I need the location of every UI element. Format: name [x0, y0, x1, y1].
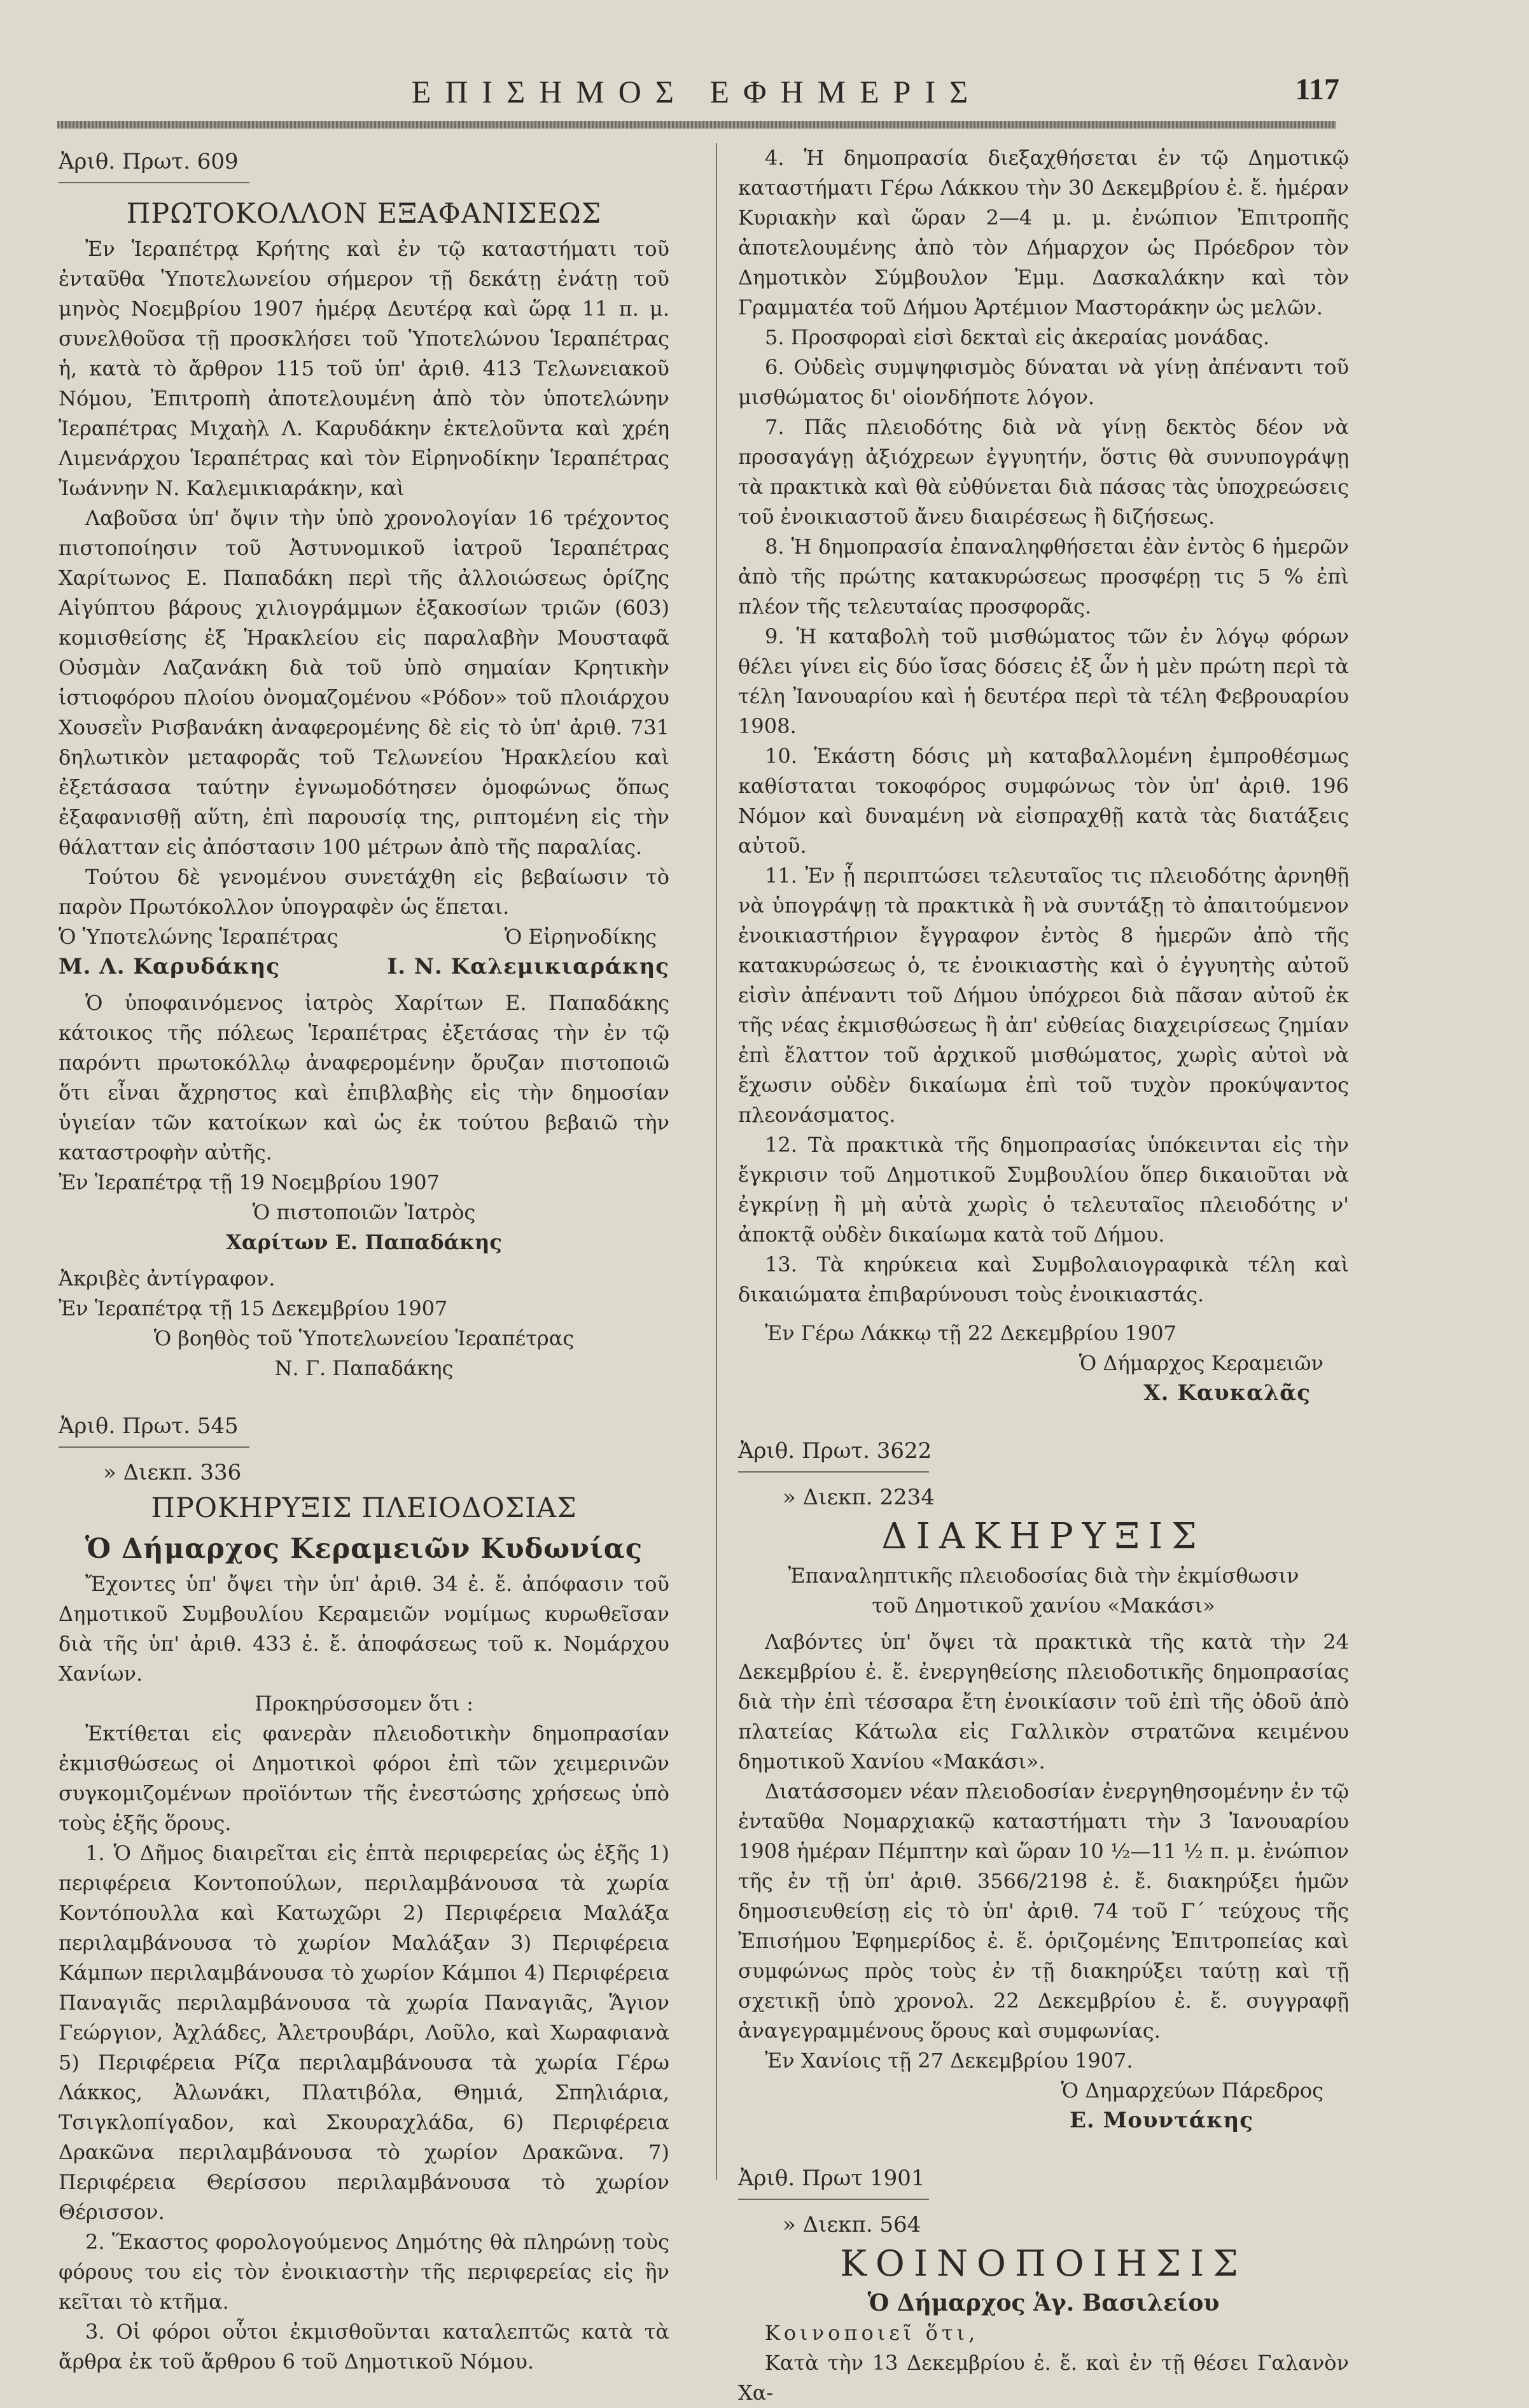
paragraph: Ὁ ὑποφαινόμενος ἰατρὸς Χαρίτων Ε. Παπαδάκης κάτοικος τῆς πόλεως Ἱεραπέτρας ἐξετάσας τὴν ἐν τῷ παρόντι πρωτοκόλλῳ ἀναφερομένην ὄρυζαν πιστοποιῶ ὅτι εἶναι ἄχρηστος καὶ ἐπιβλαβὴς εἰς τὴν δημοσίαν ὑγιείαν τῶν κατοίκων καὶ ὡς ἐκ τούτου βεβαιῶ τὴν καταστροφὴν αὐτῆς. — [59, 991, 669, 1165]
paragraph: 12. Τὰ πρακτικὰ τῆς δημοπρασίας ὑπόκεινται εἰς τὴν ἔγκρισιν τοῦ Δημοτικοῦ Συμβουλίου ὅπερ δικαιοῦται νὰ ἐγκρίνῃ ἢ μὴ αὐτὰ χωρὶς ὁ τελευταῖος πλειοδότης ν' ἀποκτᾷ οὐδὲν δικαίωμα κατὰ τοῦ Δήμου. — [738, 1133, 1349, 1247]
dispatch-number: » Διεκπ. 564 — [783, 2212, 921, 2237]
paragraph: 9. Ἡ καταβολὴ τοῦ μισθώματος τῶν ἐν λόγῳ φόρων θέλει γίνει εἰς δύο ἴσας δόσεις ἐξ ὧν ἡ μὲν πρώτη περὶ τὰ τέλη Ἰανουαρίου καὶ ἡ δευτέρα περὶ τὰ τέλη Φεβρουαρίου 1908. — [738, 624, 1349, 738]
paragraph: 10. Ἑκάστη δόσις μὴ καταβαλλομένη ἐμπροθέσμως καθίσταται τοκοφόρος συμφώνως τὸν ὑπ' ἀριθ. 196 Νόμον καὶ δυναμένη νὰ εἰσπραχθῇ κατὰ τὰς διατάξεις αὐτοῦ. — [738, 744, 1349, 858]
paragraph: 11. Ἐν ᾗ περιπτώσει τελευταῖος τις πλειοδότης ἀρνηθῇ νὰ ὑπογράψῃ τὰ πρακτικὰ ἢ νὰ συντάξῃ τὸ ἀπαιτούμενον ἐνοικιαστήριον ἔγγραφον ἐντὸς 8 ἡμερῶν ἀπὸ τῆς κατακυρώσεως ὁ, τε ἐνοικιαστὴς καὶ ὁ ἐγγυητὴς αὐτοῦ εἰσὶν ἀπέναντι τοῦ Δήμου ὑπόχρεοι διὰ πᾶσαν αὐτοῦ ἐκ τῆς νέας ἐκμισθώσεως ἢ ἀπ' εὐθείας διαχειρίσεως ζημίαν ἐπὶ ἔλαττον τοῦ ἀρχικοῦ μισθώματος, χωρὶς αὐτοὶ νὰ ἔχωσιν οὐδὲν δικαίωμα ἐπὶ τοῦ τυχὸν προκύψαντος πλεονάσματος. — [738, 864, 1349, 1127]
reference-number: Ἀριθ. Πρωτ 1901 — [738, 2166, 925, 2191]
date-line: Ἐν Χανίοις τῇ 27 Δεκεμβρίου 1907. — [765, 2048, 1133, 2073]
signature-row — [59, 922, 669, 952]
paragraph: Τούτου δὲ γενομένου συνετάχθη εἰς βεβαίωσιν τὸ παρὸν Πρωτόκολλον ὑπογραφὲν ὡς ἕπεται. — [59, 865, 669, 919]
left-column — [59, 143, 669, 2377]
signature-role: Ὁ Εἰρηνοδίκης — [504, 925, 657, 949]
spacer — [738, 1408, 1349, 1432]
right-column — [738, 143, 1349, 2408]
signature-role: Ὁ Δήμαρχος Κεραμειῶν — [1079, 1351, 1323, 1375]
signature-role: Ὁ βοηθὸς τοῦ Ὑποτελωνείου Ἱεραπέτρας — [153, 1326, 575, 1350]
paragraph: 8. Ἡ δημοπρασία ἐπαναληφθήσεται ἐὰν ἐντὸς 6 ἡμερῶν ἀπὸ τῆς πρώτης κατακυρώσεως προσφέρῃ τις 5 % ἐπὶ πλέον τῆς τελευταίας προσφορᾶς. — [738, 535, 1349, 619]
paragraph: 2. Ἕκαστος φορολογούμενος Δημότης θὰ πληρώνῃ τοὺς φόρους του εἰς τὸν ἐνοικιαστὴν τῆς περιφερείας εἰς ἣν κεῖται τὸ κτῆμα. — [59, 2230, 669, 2314]
reference-number: Ἀριθ. Πρωτ. 3622 — [738, 1438, 932, 1464]
header-rule — [57, 121, 1336, 129]
signature-name: Ι. Ν. Καλεμικιαράκης — [387, 954, 669, 979]
rule — [738, 1471, 929, 1473]
reference-number: Ἀριθ. Πρωτ. 609 — [59, 149, 239, 174]
date-line: Ἐν Ἱεραπέτρᾳ τῇ 19 Νοεμβρίου 1907 — [59, 1170, 440, 1194]
section-title: ΠΡΟΚΗΡΥΞΙΣ ΠΛΕΙΟΔΟΣΙΑΣ — [151, 1492, 577, 1524]
signature-role: Ὁ Δημαρχεύων Πάρεδρος — [1061, 2078, 1323, 2103]
page-header — [57, 60, 1339, 130]
section-subtitle: Ὁ Δήμαρχος Ἁγ. Βασιλείου — [867, 2290, 1220, 2316]
signature-row — [59, 952, 669, 982]
dispatch-number: » Διεκπ. 2234 — [783, 1485, 935, 1510]
signature-name: Χαρίτων Ε. Παπαδάκης — [226, 1230, 502, 1254]
section-subtitle: Ὁ Δήμαρχος Κεραμειῶν Κυδωνίας — [85, 1533, 643, 1565]
page-number: 117 — [1295, 73, 1339, 106]
date-line: Ἐν Γέρω Λάκκῳ τῇ 22 Δεκεμβρίου 1907 — [765, 1321, 1176, 1345]
section-subtitle: Ἐπαναληπτικῆς πλειοδοσίας διὰ τὴν ἐκμίσθωσιν τοῦ Δημοτικοῦ χανίου «Μακάσι» — [788, 1564, 1299, 1618]
signature-name: Μ. Λ. Καρυδάκης — [59, 954, 281, 979]
paragraph: 4. Ἡ δημοπρασία διεξαχθήσεται ἐν τῷ Δημοτικῷ καταστήματι Γέρω Λάκκου τὴν 30 Δεκεμβρίου ἐ. ἔ. ἡμέραν Κυριακὴν καὶ ὥραν 2—4 μ. μ. ἐνώπιον Ἐπιτροπῆς ἀποτελουμένης ἀπὸ τὸν Δήμαρχον ὡς Πρόεδρον τὸν Δημοτικὸν Σύμβουλον Ἐμμ. Δασκαλάκην καὶ τὸν Γραμματέα τοῦ Δήμου Ἀρτέμιον Μαστοράκην ὡς μελῶν. — [738, 146, 1349, 319]
reference-number: Ἀριθ. Πρωτ. 545 — [59, 1413, 239, 1439]
rule — [59, 1446, 249, 1448]
paragraph: Προκηρύσσομεν ὅτι : — [255, 1691, 473, 1716]
rule — [59, 182, 249, 183]
paragraph: Λαβόντες ὑπ' ὄψει τὰ πρακτικὰ τῆς κατὰ τὴν 24 Δεκεμβρίου ἐ. ἔ. ἐνεργηθείσης πλειοδοτικῆς δημοπρασίας διὰ τὴν ἐπὶ τέσσαρα ἔτη ἐνοικίασιν τοῦ ἐπὶ τῆς ὁδοῦ ἀπὸ πλατείας Κάτωλα εἰς Γαλλικὸν στρατῶνα κειμένου δημοτικοῦ Χανίου «Μακάσι». — [738, 1630, 1349, 1774]
paragraph: 5. Προσφοραὶ εἰσὶ δεκταὶ εἰς ἀκεραίας μονάδας. — [765, 325, 1270, 349]
paragraph: Ἐκτίθεται εἰς φανερὰν πλειοδοτικὴν δημοπρασίαν ἐκμισθώσεως οἱ Δημοτικοὶ φόροι ἐπὶ τῶν χειμερινῶν συγκομιζομένων προϊόντων τῆς ἐνεστώσης χρήσεως ὑπὸ τοὺς ἑξῆς ὅρους. — [59, 1721, 669, 1835]
rule — [738, 2199, 929, 2200]
paragraph: Ἔχοντες ὑπ' ὄψει τὴν ὑπ' ἀριθ. 34 ἐ. ἔ. ἀπόφασιν τοῦ Δημοτικοῦ Συμβουλίου Κεραμειῶν νομίμως κυρωθεῖσαν διὰ τῆς ὑπ' ἀριθ. 433 ἐ. ἔ. ἀποφάσεως τοῦ κ. Νομάρχου Χανίων. — [59, 1572, 669, 1686]
signature-role: Ὁ πιστοποιῶν Ἰατρὸς — [252, 1200, 476, 1224]
paragraph: 3. Οἱ φόροι οὗτοι ἐκμισθοῦνται καταλεπτῶς κατὰ τὰ ἄρθρα ἐκ τοῦ ἄρθρου 6 τοῦ Δημοτικοῦ Νόμου. — [59, 2320, 669, 2374]
paragraph: 1. Ὁ Δῆμος διαιρεῖται εἰς ἑπτὰ περιφερείας ὡς ἑξῆς 1) περιφέρεια Κοντοπούλων, περιλαμβάνουσα τὰ χωρία Κοντόπουλλα καὶ Κατωχῶρι 2) Περιφέρεια Μαλάξα περιλαμβάνουσα τὸ χωρίον Μαλάξαν 3) Περιφέρεια Κάμπων περιλαμβάνουσα τὸ χωρίον Κάμποι 4) Περιφέρεια Παναγιᾶς περιλαμβάνουσα τὰ χωρία Παναγιᾶς, Ἅγιον Γεώργιον, Ἀχλάδες, Ἀλετρουβάρι, Λοῦλο, καὶ Χωραφιανὰ 5) Περιφέρεια Ρίζα περιλαμβάνουσα τὰ χωρία Γέρω Λάκκος, Ἀλωνάκι, Πλατιβόλα, Θημιά, Σπηλιάρια, Τσιγκλοπίγαδον, καὶ Σκουραχλάδα, 6) Περιφέρεια Δρακῶνα περιλαμβάνουσα τὸ χωρίον Δρακῶνα. 7) Περιφέρεια Θερίσσου περιλαμβάνουσα τὸ χωρίον Θέρισσον. — [59, 1841, 669, 2224]
paragraph: Λαβοῦσα ὑπ' ὄψιν τὴν ὑπὸ χρονολογίαν 16 τρέχοντος πιστοποίησιν τοῦ Ἀστυνομικοῦ ἰατροῦ Ἱεραπέτρας Χαρίτωνος Ε. Παπαδάκη περὶ τῆς ἀλλοιώσεως ὁρίζης Αἰγύπτου βάρους χιλιογράμμων ἑξακοσίων τριῶν (603) κομισθείσης ἐξ Ἡρακλείου εἰς παραλαβὴν Μουσταφᾶ Οὐσμὰν Λαζανάκη διὰ τοῦ ὑπὸ σημαίαν Κρητικὴν ἱστιοφόρου πλοίου ὀνομαζομένου «Ρόδον» τοῦ πλοιάρχου Χουσεῒν Ρισβανάκη ἀναφερομένης δὲ εἰς τὸ ὑπ' ἀριθ. 731 δηλωτικὸν μεταφορᾶς τοῦ Τελωνείου Ἡρακλείου καὶ ἐξετάσασα ταύτην ἐγνωμοδότησεν ὁμοφώνως ὅπως ἐξαφανισθῇ αὕτη, ἐπὶ παρουσίᾳ της, ριπτομένη εἰς τὴν θάλατταν εἰς ἀπόστασιν 100 μέτρων ἀπὸ τῆς παραλίας. — [59, 506, 669, 859]
column-divider — [716, 143, 717, 2180]
masthead: ΕΠΙΣΗΜΟΣ ΕΦΗΜΕΡΙΣ — [411, 74, 982, 109]
section-title: ΚΟΙΝΟΠΟΙΗΣΙΣ — [840, 2243, 1247, 2285]
section-title: ΔΙΑΚΗΡΥΞΙΣ — [881, 1516, 1206, 1557]
dispatch-number: » Διεκπ. 336 — [103, 1460, 242, 1485]
paragraph: Ἐν Ἱεραπέτρᾳ Κρήτης καὶ ἐν τῷ καταστήματι τοῦ ἐνταῦθα Ὑποτελωνείου σήμερον τῇ δεκάτῃ ἐνάτῃ τοῦ μηνὸς Νοεμβρίου 1907 ἡμέρᾳ Δευτέρᾳ καὶ ὥρᾳ 11 π. μ. συνελθοῦσα τῇ προσκλήσει τοῦ Ὑποτελώνου Ἱεραπέτρας ἡ, κατὰ τὸ ἄρθρον 115 τοῦ ὑπ' ἀριθ. 413 Τελωνειακοῦ Νόμου, Ἐπιτροπὴ ἀποτελουμένη ἀπὸ τὸν ὑποτελώνην Ἱεραπέτρας Μιχαὴλ Λ. Καρυδάκην ἐκτελοῦντα καὶ χρέη Λιμενάρχου Ἱεραπέτρας καὶ τὸν Εἰρηνοδίκην Ἱεραπέτρας Ἰωάννην Ν. Καλεμικιαράκην, καὶ — [59, 237, 669, 500]
signature-role: Ὁ Ὑποτελώνης Ἱεραπέτρας — [59, 925, 339, 949]
paragraph: Διατάσσομεν νέαν πλειοδοσίαν ἐνεργηθησομένην ἐν τῷ ἐνταῦθα Νομαρχιακῷ καταστήματι τὴν 3 Ἰανουαρίου 1908 ἡμέραν Πέμπτην καὶ ὥραν 10 ½—11 ½ π. μ. ἐνώπιον τῆς ἐν τῇ ὑπ' ἀριθ. 3566/2198 ἐ. ἔ. διακηρύξει ἡμῶν δημοσιευθείσῃ εἰς τὸ ὑπ' ἀριθ. 74 τοῦ Γ΄ τεύχους τῆς Ἐπισήμου Ἐφημερίδος ἐ. ἔ. ὁριζομένης Ἐπιτροπείας καὶ συμφώνως πρὸς τοὺς ἐν τῇ διακηρύξει ταύτῃ καὶ τῇ σχετικῇ ὑπὸ χρονολ. 22 Δεκεμβρίου ἐ. ἔ. συγγραφῇ ἀναγεγραμμένους ὅρους καὶ συμφωνίας. — [738, 1779, 1349, 2043]
signature-name: Ε. Μουντάκης — [1069, 2108, 1253, 2133]
paragraph: 7. Πᾶς πλειοδότης διὰ νὰ γίνῃ δεκτὸς δέον νὰ προσαγάγῃ ἀξιόχρεων ἐγγυητήν, ὅστις θὰ συνυπογράψῃ τὰ πρακτικὰ καὶ θὰ εὐθύνεται διὰ πάσας τὰς ὑποχρεώσεις τοῦ ἐνοικιαστοῦ ἄνευ διαιρέσεως ἢ διζήσεως. — [738, 415, 1349, 529]
paragraph: Κατὰ τὴν 13 Δεκεμβρίου ἐ. ἔ. καὶ ἐν τῇ θέσει Γαλανὸν Χα- — [738, 2351, 1349, 2405]
signature-name: Χ. Καυκαλᾶς — [1143, 1380, 1311, 1406]
spacer — [738, 2136, 1349, 2160]
signature-name: Ν. Γ. Παπαδάκης — [274, 1356, 454, 1380]
date-line: Ἐν Ἱεραπέτρᾳ τῇ 15 Δεκεμβρίου 1907 — [59, 1296, 448, 1320]
spacer — [59, 1383, 669, 1408]
paragraph: Κοινοποιεῖ ὅτι, — [765, 2321, 979, 2345]
paragraph: 13. Τὰ κηρύκεια καὶ Συμβολαιογραφικὰ τέλη καὶ δικαιώματα ἐπιβαρύνουσι τοὺς ἐνοικιαστάς. — [738, 1252, 1349, 1306]
paragraph: 6. Οὐδεὶς συμψηφισμὸς δύναται νὰ γίνῃ ἀπέναντι τοῦ μισθώματος δι' οἱονδήποτε λόγον. — [738, 355, 1349, 409]
section-title: ΠΡΩΤΟΚΟΛΛΟΝ ΕΞΑΦΑΝΙΣΕΩΣ — [126, 198, 602, 230]
copy-note: Ἀκριβὲς ἀντίγραφον. — [59, 1266, 276, 1291]
